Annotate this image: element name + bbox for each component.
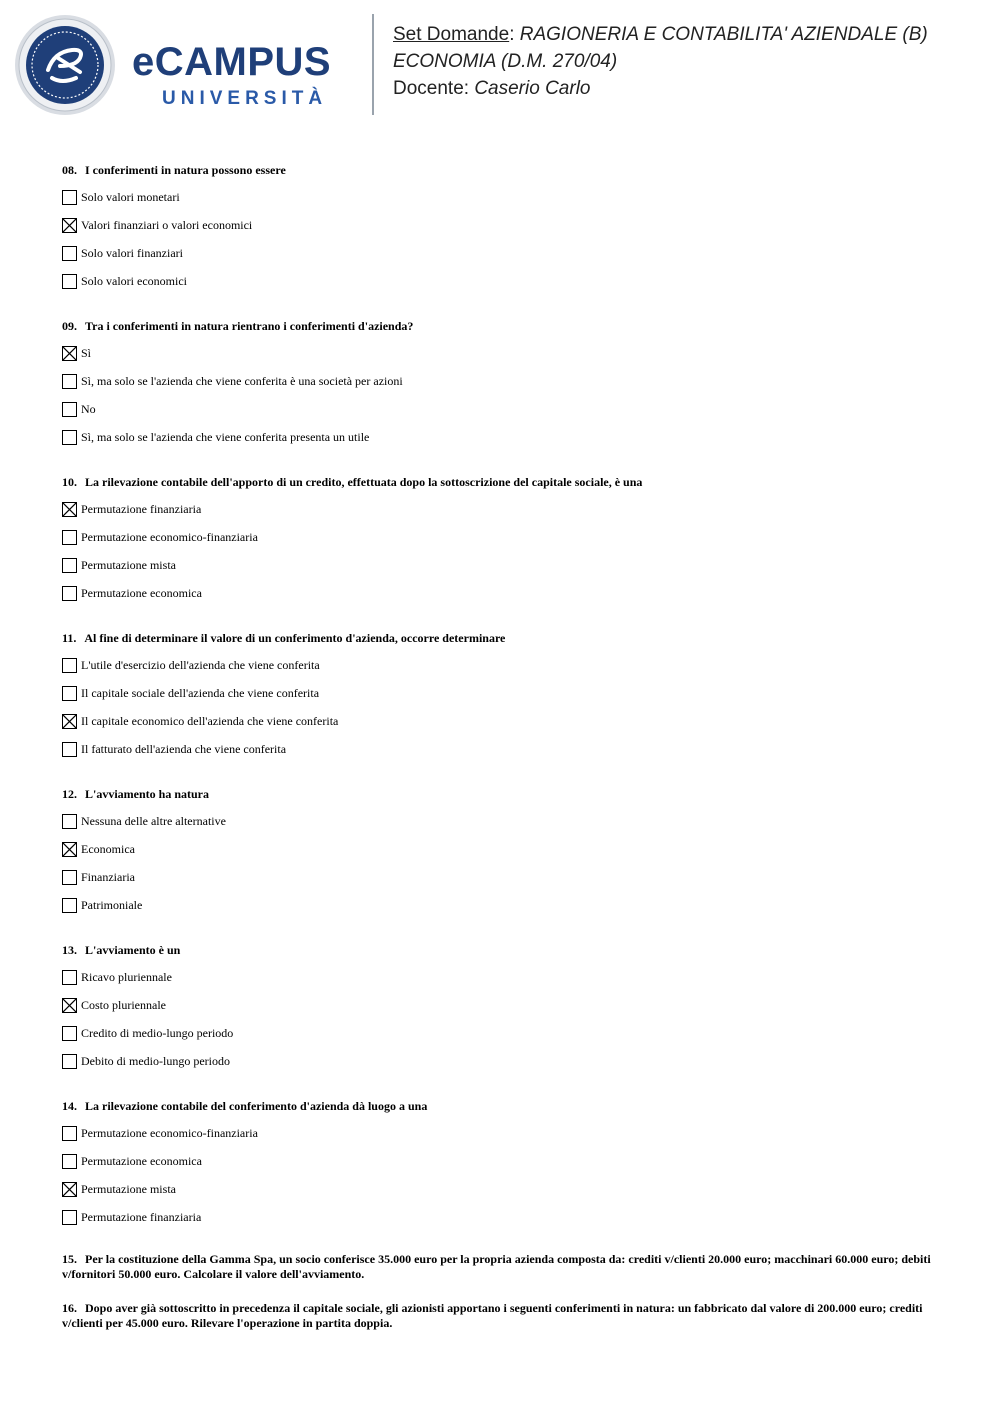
question-number: 12.: [62, 787, 77, 801]
question-title: [62, 628, 942, 648]
answer-label: Finanziaria: [81, 870, 135, 884]
option-list: [62, 495, 942, 607]
check-cross-icon: [63, 503, 76, 516]
question-title: [62, 940, 942, 960]
teacher-line: [393, 75, 983, 102]
answer-label: Permutazione finanziaria: [81, 502, 202, 516]
answer-label: Patrimoniale: [81, 898, 143, 912]
open-question-15: [62, 1252, 942, 1282]
answer-checkbox[interactable]: [62, 814, 77, 829]
question-text: Per la costituzione della Gamma Spa, un socio conferisce 35.000 euro per la propria azienda composta da: crediti v/clienti 20.000 euro; macchinari 60.000 euro; debiti v/fornitori 50.000 euro. Calcolare il valore dell'avviamento.: [62, 1252, 931, 1281]
question-title: [62, 472, 942, 492]
answer-label: No: [81, 402, 96, 416]
answer-checkbox[interactable]: [62, 686, 77, 701]
question-text: La rilevazione contabile del conferimento d'azienda dà luogo a una: [85, 1099, 428, 1113]
answer-checkbox-checked[interactable]: [62, 1182, 77, 1197]
answer-checkbox[interactable]: [62, 558, 77, 573]
answer-option[interactable]: [62, 991, 942, 1019]
answer-option[interactable]: [62, 1175, 942, 1203]
answer-checkbox[interactable]: [62, 274, 77, 289]
answer-option[interactable]: [62, 863, 942, 891]
answer-checkbox[interactable]: [62, 1210, 77, 1225]
answer-label: Permutazione economica: [81, 1154, 202, 1168]
question-12: [62, 784, 942, 919]
question-title: [62, 1096, 942, 1116]
answer-label: Ricavo pluriennale: [81, 970, 172, 984]
answer-label: Solo valori monetari: [81, 190, 180, 204]
brand-subtext: UNIVERSITÀ: [162, 88, 328, 109]
open-question-16: [62, 1301, 942, 1331]
answer-label: Permutazione mista: [81, 558, 176, 572]
answer-option[interactable]: [62, 1203, 942, 1231]
answer-label: Valori finanziari o valori economici: [81, 218, 253, 232]
open-question-text: [62, 1252, 942, 1282]
answer-option[interactable]: [62, 891, 942, 919]
answer-label: Sì, ma solo se l'azienda che viene conferita presenta un utile: [81, 430, 370, 444]
check-cross-icon: [63, 219, 76, 232]
question-text: La rilevazione contabile dell'apporto di un credito, effettuata dopo la sottoscrizione del capitale sociale, è una: [85, 475, 643, 489]
answer-label: Permutazione finanziaria: [81, 1210, 202, 1224]
answer-option[interactable]: [62, 239, 942, 267]
answer-checkbox[interactable]: [62, 870, 77, 885]
question-number: 09.: [62, 319, 77, 333]
question-text: Tra i conferimenti in natura rientrano i conferimenti d'azienda?: [85, 319, 414, 333]
answer-label: Sì, ma solo se l'azienda che viene conferita è una società per azioni: [81, 374, 403, 388]
answer-option[interactable]: [62, 367, 942, 395]
answer-label: Solo valori finanziari: [81, 246, 183, 260]
answer-option[interactable]: [62, 735, 942, 763]
question-number: 14.: [62, 1099, 77, 1113]
question-number: 10.: [62, 475, 77, 489]
answer-option[interactable]: [62, 1147, 942, 1175]
question-text: Dopo aver già sottoscritto in precedenza il capitale sociale, gli azionisti apportano i seguenti conferimenti in natura: un fabbricato dal valore di 200.000 euro; crediti v/clienti per 45.000 euro. Rilevare l'operazione in partita doppia.: [62, 1301, 923, 1330]
answer-option[interactable]: [62, 211, 942, 239]
answer-checkbox-checked[interactable]: [62, 998, 77, 1013]
answer-option[interactable]: [62, 523, 942, 551]
option-list: [62, 963, 942, 1075]
answer-checkbox-checked[interactable]: [62, 502, 77, 517]
question-11: [62, 628, 942, 763]
answer-option[interactable]: [62, 395, 942, 423]
answer-label: Sì: [81, 346, 92, 360]
question-text: I conferimenti in natura possono essere: [85, 163, 286, 177]
answer-label: Debito di medio-lungo periodo: [81, 1054, 230, 1068]
check-cross-icon: [63, 347, 76, 360]
answer-label: Permutazione mista: [81, 1182, 176, 1196]
answer-checkbox[interactable]: [62, 1154, 77, 1169]
question-14: [62, 1096, 942, 1231]
question-text: L'avviamento ha natura: [85, 787, 210, 801]
course-title: RAGIONERIA E CONTABILITA' AZIENDALE (B): [519, 24, 928, 45]
check-cross-icon: [63, 1183, 76, 1196]
question-text: Al fine di determinare il valore di un conferimento d'azienda, occorre determinare: [84, 631, 506, 645]
question-10: [62, 472, 942, 607]
answer-option[interactable]: [62, 807, 942, 835]
answer-option[interactable]: [62, 267, 942, 295]
answer-checkbox[interactable]: [62, 586, 77, 601]
answer-checkbox[interactable]: [62, 1026, 77, 1041]
answer-checkbox[interactable]: [62, 1126, 77, 1141]
answer-option[interactable]: [62, 651, 942, 679]
option-list: [62, 339, 942, 451]
check-cross-icon: [63, 715, 76, 728]
question-number: 08.: [62, 163, 77, 177]
question-text: L'avviamento è un: [85, 943, 181, 957]
answer-checkbox[interactable]: [62, 742, 77, 757]
answer-option[interactable]: [62, 339, 942, 367]
answer-checkbox[interactable]: [62, 970, 77, 985]
question-number: 15.: [62, 1252, 77, 1266]
answer-label: Costo pluriennale: [81, 998, 166, 1012]
answer-label: L'utile d'esercizio dell'azienda che viene conferita: [81, 658, 320, 672]
set-separator: :: [509, 24, 515, 45]
open-question-text: [62, 1301, 942, 1331]
answer-checkbox[interactable]: [62, 430, 77, 445]
question-title: [62, 160, 942, 180]
answer-option[interactable]: [62, 1047, 942, 1075]
answer-option[interactable]: [62, 495, 942, 523]
answer-label: Il capitale economico dell'azienda che viene conferita: [81, 714, 339, 728]
option-list: [62, 1119, 942, 1231]
answer-label: Permutazione economico-finanziaria: [81, 1126, 258, 1140]
question-08: [62, 160, 942, 295]
course-title-line: [393, 21, 983, 48]
question-number: 16.: [62, 1301, 77, 1315]
brand-name: eCAMPUS: [132, 40, 332, 84]
answer-label: Credito di medio-lungo periodo: [81, 1026, 234, 1040]
answer-checkbox[interactable]: [62, 1054, 77, 1069]
option-list: [62, 183, 942, 295]
answer-option[interactable]: [62, 423, 942, 451]
answer-label: Permutazione economica: [81, 586, 202, 600]
answer-label: Il capitale sociale dell'azienda che viene conferita: [81, 686, 320, 700]
question-13: [62, 940, 942, 1075]
answer-label: Solo valori economici: [81, 274, 187, 288]
question-number: 11.: [62, 631, 77, 645]
answer-checkbox-checked[interactable]: [62, 346, 77, 361]
question-number: 13.: [62, 943, 77, 957]
course-info: [393, 21, 983, 102]
question-09: [62, 316, 942, 451]
answer-checkbox[interactable]: [62, 246, 77, 261]
teacher-label: Docente:: [393, 78, 470, 99]
question-title: [62, 316, 942, 336]
answer-checkbox[interactable]: [62, 402, 77, 417]
page-header: [0, 0, 1000, 130]
answer-label: Economica: [81, 842, 135, 856]
answer-label: Nessuna delle altre alternative: [81, 814, 226, 828]
question-title: [62, 784, 942, 804]
answer-checkbox[interactable]: [62, 658, 77, 673]
answer-label: Permutazione economico-finanziaria: [81, 530, 258, 544]
answer-option[interactable]: [62, 835, 942, 863]
answer-checkbox[interactable]: [62, 530, 77, 545]
course-program: ECONOMIA (D.M. 270/04): [393, 51, 618, 72]
university-seal-logo: [14, 14, 116, 116]
answer-checkbox-checked[interactable]: [62, 714, 77, 729]
answer-option[interactable]: [62, 679, 942, 707]
answer-checkbox[interactable]: [62, 898, 77, 913]
check-cross-icon: [63, 843, 76, 856]
answer-checkbox-checked[interactable]: [62, 218, 77, 233]
option-list: [62, 651, 942, 763]
answer-option[interactable]: [62, 707, 942, 735]
ecampus-wordmark: [132, 40, 357, 112]
answer-checkbox-checked[interactable]: [62, 842, 77, 857]
answer-option[interactable]: [62, 183, 942, 211]
answer-checkbox[interactable]: [62, 374, 77, 389]
teacher-name: Caserio Carlo: [474, 78, 591, 99]
set-label: Set Domande: [393, 24, 510, 45]
answer-option[interactable]: [62, 1019, 942, 1047]
answer-option[interactable]: [62, 579, 942, 607]
answer-option[interactable]: [62, 551, 942, 579]
option-list: [62, 807, 942, 919]
answer-option[interactable]: [62, 1119, 942, 1147]
answer-option[interactable]: [62, 963, 942, 991]
question-list: [62, 160, 942, 1350]
header-divider: [372, 14, 374, 115]
answer-label: Il fatturato dell'azienda che viene conferita: [81, 742, 287, 756]
check-cross-icon: [63, 999, 76, 1012]
answer-checkbox[interactable]: [62, 190, 77, 205]
